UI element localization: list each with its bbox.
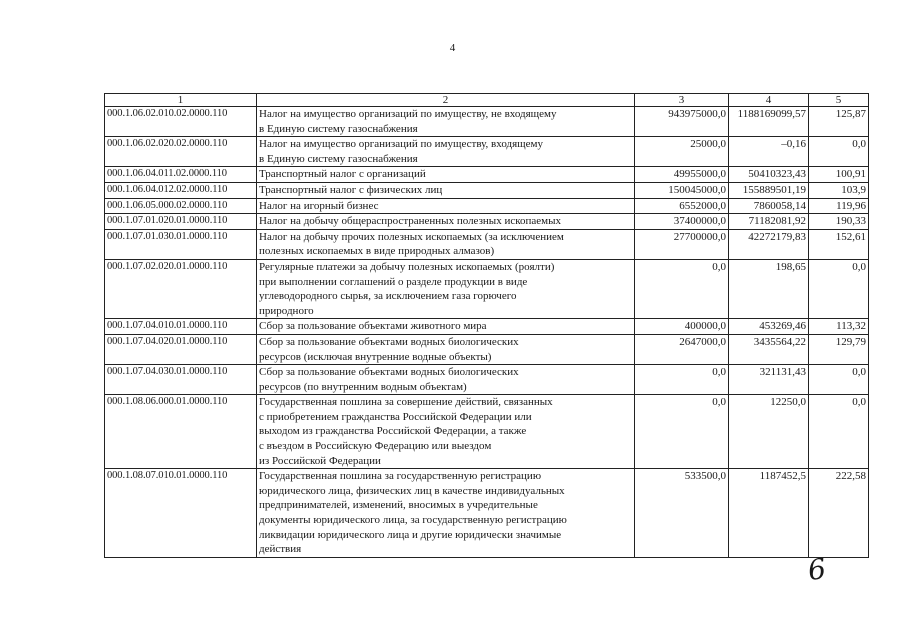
actual-cell: 198,65 (729, 259, 809, 318)
plan-cell: 400000,0 (635, 319, 729, 335)
plan-cell: 37400000,0 (635, 214, 729, 230)
percent-cell: 125,87 (809, 107, 869, 137)
plan-cell: 0,0 (635, 259, 729, 318)
plan-cell: 27700000,0 (635, 229, 729, 259)
percent-cell: 0,0 (809, 259, 869, 318)
plan-cell: 533500,0 (635, 469, 729, 558)
percent-cell: 129,79 (809, 334, 869, 364)
page-number: 4 (449, 42, 456, 54)
header-cell-2: 2 (257, 94, 635, 107)
actual-cell: 321131,43 (729, 365, 809, 395)
plan-cell: 6552000,0 (635, 198, 729, 214)
table-row (105, 107, 869, 137)
name-cell: Налог на добычу прочих полезных ископаемых (за исключением полезных ископаемых в виде природных алмазов) (257, 229, 635, 259)
actual-cell: 155889501,19 (729, 182, 809, 198)
plan-cell: 25000,0 (635, 137, 729, 167)
actual-cell: 1188169099,57 (729, 107, 809, 137)
table-row (105, 137, 869, 167)
code-cell: 000.1.08.06.000.01.0000.110 (105, 395, 257, 469)
code-cell: 000.1.07.04.020.01.0000.110 (105, 334, 257, 364)
code-cell: 000.1.08.07.010.01.0000.110 (105, 469, 257, 558)
name-cell: Сбор за пользование объектами водных биологических ресурсов (по внутренним водным объектам) (257, 365, 635, 395)
code-cell: 000.1.06.04.011.02.0000.110 (105, 167, 257, 183)
table-row (105, 469, 869, 558)
table-row (105, 182, 869, 198)
actual-cell: 42272179,83 (729, 229, 809, 259)
table-row (105, 259, 869, 318)
plan-cell: 2647000,0 (635, 334, 729, 364)
header-cell-1: 1 (105, 94, 257, 107)
plan-cell: 943975000,0 (635, 107, 729, 137)
table-row (105, 395, 869, 469)
percent-cell: 119,96 (809, 198, 869, 214)
table-body (105, 94, 869, 558)
table-row (105, 334, 869, 364)
percent-cell: 0,0 (809, 137, 869, 167)
actual-cell: –0,16 (729, 137, 809, 167)
name-cell: Налог на добычу общераспространенных полезных ископаемых (257, 214, 635, 230)
code-cell: 000.1.07.04.030.01.0000.110 (105, 365, 257, 395)
actual-cell: 3435564,22 (729, 334, 809, 364)
header-cell-3: 3 (635, 94, 729, 107)
actual-cell: 7860058,14 (729, 198, 809, 214)
code-cell: 000.1.07.01.020.01.0000.110 (105, 214, 257, 230)
revenue-table (104, 93, 869, 558)
name-cell: Сбор за пользование объектами животного мира (257, 319, 635, 335)
percent-cell: 103,9 (809, 182, 869, 198)
name-cell: Налог на игорный бизнес (257, 198, 635, 214)
table-row (105, 319, 869, 335)
code-cell: 000.1.06.05.000.02.0000.110 (105, 198, 257, 214)
name-cell: Регулярные платежи за добычу полезных ископаемых (роялти) при выполнении соглашений о разделе продукции в виде углеводородного сырья, за исключением газа горючего природного (257, 259, 635, 318)
actual-cell: 453269,46 (729, 319, 809, 335)
actual-cell: 50410323,43 (729, 167, 809, 183)
code-cell: 000.1.06.04.012.02.0000.110 (105, 182, 257, 198)
table-row (105, 214, 869, 230)
plan-cell: 150045000,0 (635, 182, 729, 198)
percent-cell: 0,0 (809, 365, 869, 395)
table-row (105, 229, 869, 259)
percent-cell: 152,61 (809, 229, 869, 259)
code-cell: 000.1.06.02.020.02.0000.110 (105, 137, 257, 167)
percent-cell: 100,91 (809, 167, 869, 183)
code-cell: 000.1.07.01.030.01.0000.110 (105, 229, 257, 259)
plan-cell: 0,0 (635, 395, 729, 469)
name-cell: Государственная пошлина за совершение действий, связанных с приобретением гражданства Российской Федерации или выходом из гражданства Российской Федерации, а также с въездом в Российскую Федерацию или выездом из Российской Федерации (257, 395, 635, 469)
actual-cell: 71182081,92 (729, 214, 809, 230)
name-cell: Транспортный налог с организаций (257, 167, 635, 183)
actual-cell: 12250,0 (729, 395, 809, 469)
percent-cell: 0,0 (809, 395, 869, 469)
table-row (105, 167, 869, 183)
name-cell: Сбор за пользование объектами водных биологических ресурсов (исключая внутренние водные объекты) (257, 334, 635, 364)
percent-cell: 190,33 (809, 214, 869, 230)
header-cell-4: 4 (729, 94, 809, 107)
table-row (105, 365, 869, 395)
name-cell: Налог на имущество организаций по имуществу, не входящему в Единую систему газоснабжения (257, 107, 635, 137)
code-cell: 000.1.06.02.010.02.0000.110 (105, 107, 257, 137)
handwritten-page-mark: 6 (805, 551, 829, 588)
code-cell: 000.1.07.04.010.01.0000.110 (105, 319, 257, 335)
plan-cell: 0,0 (635, 365, 729, 395)
table-header-row (105, 94, 869, 107)
code-cell: 000.1.07.02.020.01.0000.110 (105, 259, 257, 318)
name-cell: Налог на имущество организаций по имуществу, входящему в Единую систему газоснабжения (257, 137, 635, 167)
plan-cell: 49955000,0 (635, 167, 729, 183)
name-cell: Государственная пошлина за государственную регистрацию юридического лица, физических лиц в качестве индивидуальных предпринимателей, изменений, вносимых в учредительные документы юридического лица, за государственную регистрацию ликвидации юридического лица и другие юридически значимые действия (257, 469, 635, 558)
table-row (105, 198, 869, 214)
header-cell-5: 5 (809, 94, 869, 107)
name-cell: Транспортный налог с физических лиц (257, 182, 635, 198)
actual-cell: 1187452,5 (729, 469, 809, 558)
percent-cell: 113,32 (809, 319, 869, 335)
percent-cell: 222,58 (809, 469, 869, 558)
